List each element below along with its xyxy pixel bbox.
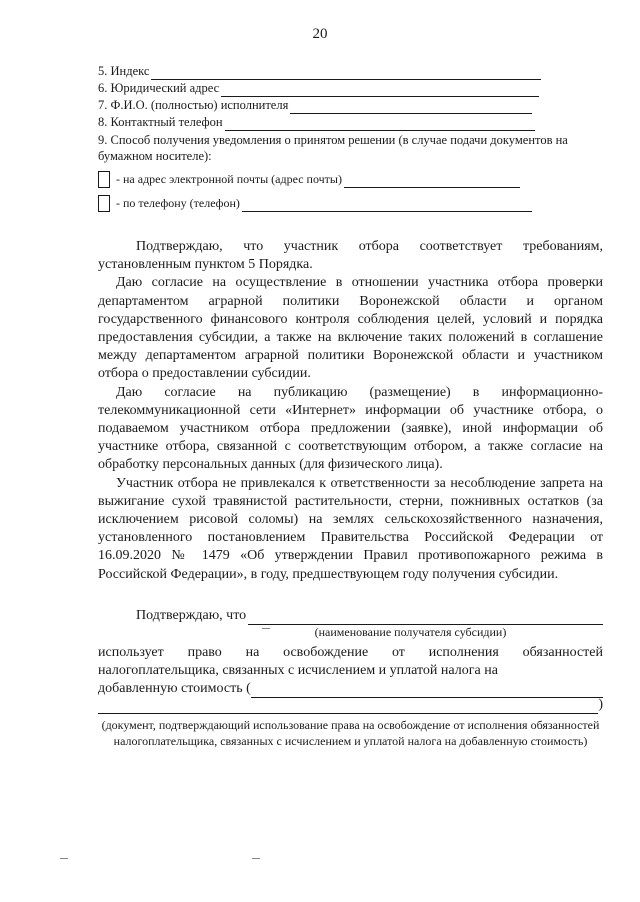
- phone-line: [242, 199, 532, 212]
- email-checkbox[interactable]: [98, 171, 110, 188]
- vat-document-line: [251, 684, 603, 698]
- declaration-compliance: Подтверждаю, что участник отбора соответствует требованиям, установленным пунктом 5 Порядка.: [98, 239, 603, 273]
- index-label: 5. Индекс: [98, 64, 150, 78]
- scan-speck: [252, 858, 260, 859]
- recipient-name-line: [248, 611, 603, 625]
- vat-document-line-2: [98, 701, 598, 714]
- index-line: [151, 67, 541, 80]
- contact-phone-line: [225, 118, 535, 131]
- scan-speck: [262, 628, 270, 629]
- email-line: [344, 175, 520, 188]
- executor-name-line: [290, 101, 532, 114]
- email-option[interactable]: [98, 168, 603, 188]
- email-option-label: - на адрес электронной почты (адрес почты): [116, 172, 342, 186]
- recipient-name-caption: (наименование получателя субсидии): [314, 625, 507, 639]
- index-field[interactable]: [98, 63, 603, 80]
- close-paren: ): [598, 697, 603, 712]
- contact-phone-label: 8. Контактный телефон: [98, 115, 223, 129]
- executor-name-label: 7. Ф.И.О. (полностью) исполнителя: [98, 98, 289, 112]
- recipient-name-field[interactable]: [98, 607, 603, 625]
- declaration-inspection-consent: Даю согласие на осуществление в отношении участника отбора проверки департаментом аграрной политики Воронежской области и органом государственного финансового контроля соблюдения целей, условий и порядка предоставления субсидии, а также на включение таких положений в соглашение между департаментом аграрной политики Воронежской области и участником отбора о предоставлении субсидии.: [98, 275, 603, 382]
- notification-method-label: 9. Способ получения уведомления о принятом решении (в случае подачи документов на бумажном носителе):: [98, 133, 568, 163]
- legal-address-field[interactable]: [98, 80, 603, 97]
- confirm-lead: Подтверждаю, что: [136, 608, 247, 623]
- vat-confirmation: [98, 607, 603, 749]
- executor-name-field[interactable]: [98, 97, 603, 114]
- vat-exemption-text: использует право на освобождение от исполнения обязанностей налогоплательщика, связанных с исчислением и уплатой налога на: [98, 645, 603, 678]
- legal-address-line: [221, 84, 539, 97]
- declaration-publication-consent: Даю согласие на публикацию (размещение) в информационно-телекоммуникационной сети «Интернет» информации об участнике отбора, о подаваемом участником отбора предложении (заявке), иной информации об участнике отбора, связанной с соответствующим отбором, а также согласие на обработку персональных данных (для физического лица).: [98, 384, 603, 473]
- phone-checkbox[interactable]: [98, 195, 110, 212]
- vat-lead: добавленную стоимость (: [98, 681, 251, 696]
- contact-phone-field[interactable]: [98, 114, 603, 131]
- declarations: [98, 238, 603, 584]
- page-number: 20: [312, 26, 328, 42]
- vat-document-field[interactable]: [98, 680, 603, 698]
- vat-document-caption: (документ, подтверждающий использование права на освобождение от исполнения обязанностей налогоплательщика, связанных с исчислением и уплатой налога на добавленную стоимость): [101, 718, 600, 748]
- declaration-fire-safety: Участник отбора не привлекался к ответственности за несоблюдение запрета на выжигание сухой травянистой растительности, стерни, пожнивных остатков (за исключением рисовой соломы) на землях сельскохозяйственного назначения, установленного постановлением Правительства Российской Федерации от 16.09.2020 № 1479 «Об утверждении Правил противопожарного режима в Российской Федерации», в году, предшествующем году получения субсидии.: [98, 475, 603, 582]
- scan-speck: [60, 858, 68, 859]
- legal-address-label: 6. Юридический адрес: [98, 81, 220, 95]
- phone-option-label: - по телефону (телефон): [116, 196, 240, 210]
- vat-document-field-2[interactable]: [98, 698, 603, 714]
- phone-option[interactable]: [98, 192, 603, 212]
- contact-fields: [98, 63, 603, 212]
